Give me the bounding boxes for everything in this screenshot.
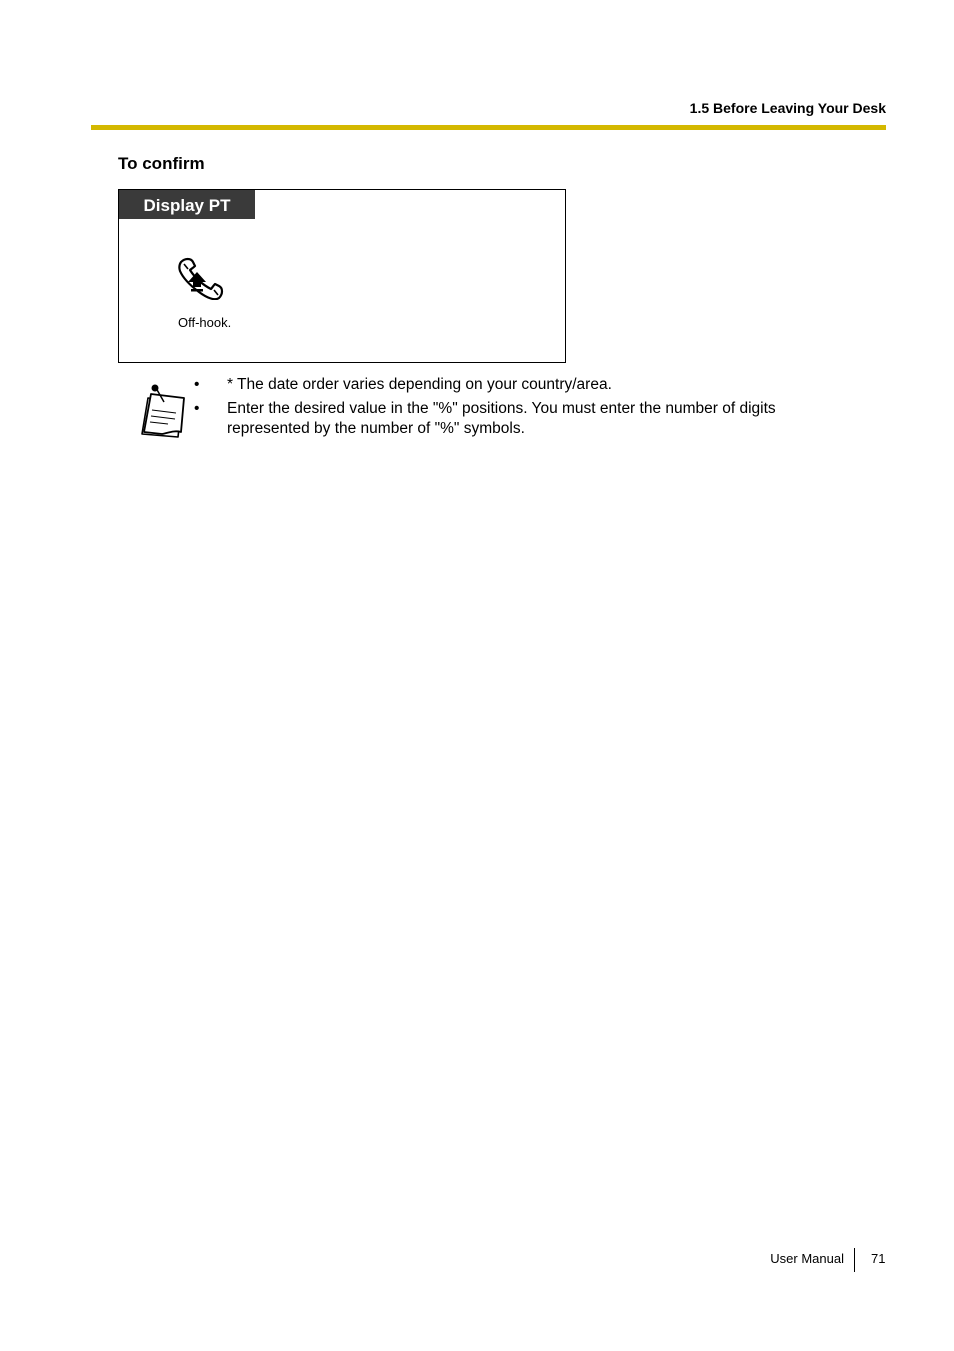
note-text: * The date order varies depending on your country/area.: [227, 376, 612, 393]
procedure-box: [118, 189, 566, 363]
footer-manual-label: User Manual: [770, 1251, 844, 1266]
step-label: Off-hook.: [178, 315, 232, 330]
footer-page-number: 71: [871, 1251, 886, 1266]
bullet: •: [194, 400, 200, 417]
section-heading: To confirm: [118, 154, 205, 173]
footer-divider: [854, 1248, 855, 1272]
note-text: Enter the desired value in the "%" positions. You must enter the number of digits represented by the number of "%" symbols.: [227, 400, 776, 437]
note-pad-icon: [138, 382, 188, 440]
note-item: [192, 375, 812, 395]
off-hook-handset-icon: [177, 256, 229, 300]
notes-list: [192, 375, 812, 443]
bullet: •: [194, 376, 200, 393]
procedure-tab-label: Display PT: [119, 190, 255, 219]
note-item: [192, 399, 812, 439]
header-rule: [91, 125, 886, 130]
section-header-title: 1.5 Before Leaving Your Desk: [689, 100, 886, 116]
